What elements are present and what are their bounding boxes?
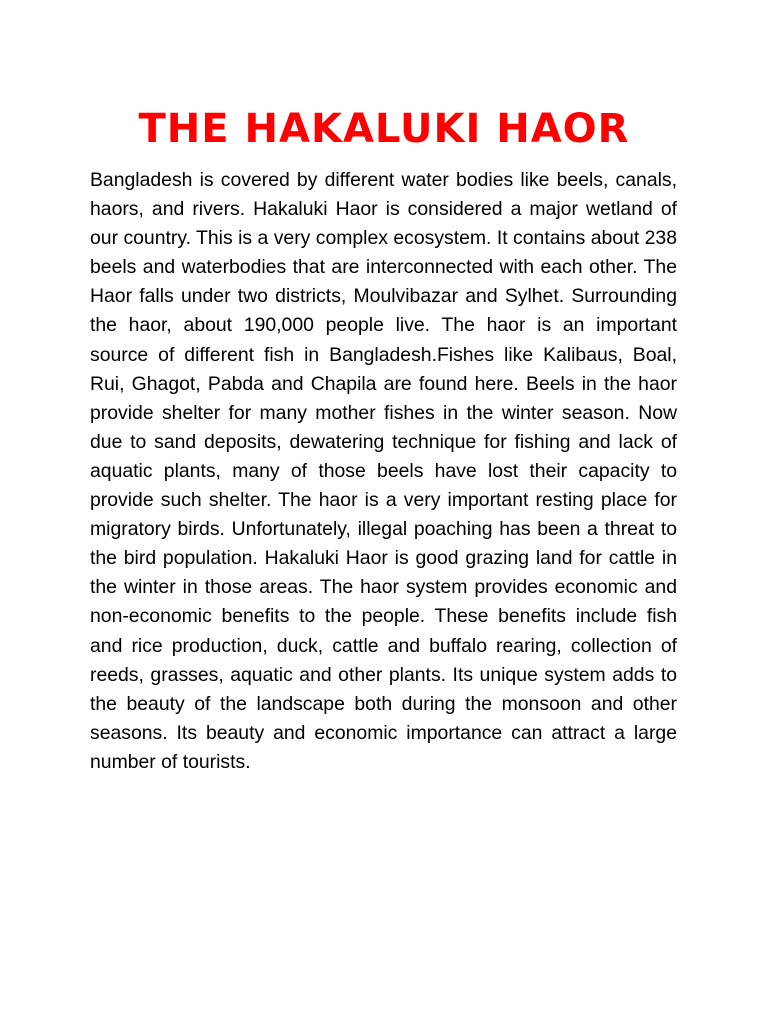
body-paragraph: Bangladesh is covered by different water bodies like beels, canals, haors, and rivers. Hakaluki Haor is considered a major wetland of our country. This is a very complex ecosystem. It contains about 238 beels and waterbodies that are interconnected with each other. The Haor falls under two districts, Moulvibazar and Sylhet. Surrounding the haor, about 190,000 people live. The haor is an important source of different fish in Bangladesh.Fishes like Kalibaus, Boal, Rui, Ghagot, Pabda and Chapila are found here. Beels in the haor provide shelter for many mother fishes in the winter season. Now due to sand deposits, dewatering technique for fishing and lack of aquatic plants, many of those beels have lost their capacity to provide such shelter. The haor is a very important resting place for migratory birds. Unfortunately, illegal poaching has been a threat to the bird population. Hakaluki Haor is good grazing land for cattle in the winter in those areas. The haor system provides economic and non-economic benefits to the people. These benefits include fish and rice production, duck, cattle and buffalo rearing, collection of reeds, grasses, aquatic and other plants. Its unique system adds to the beauty of the landscape both during the monsoon and other seasons. Its beauty and economic importance can attract a large number of tourists. bbox=[90, 169, 677, 773]
document-title: THE HAKALUKI HAOR bbox=[138, 106, 630, 152]
